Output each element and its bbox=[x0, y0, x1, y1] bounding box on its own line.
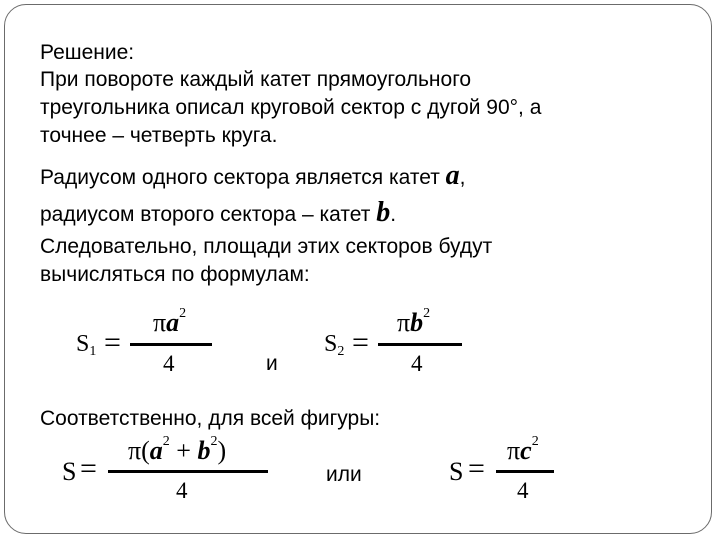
formula-sc-denominator: 4 bbox=[517, 478, 529, 503]
s-var-a: a bbox=[149, 436, 163, 465]
formula-s1-equals: = bbox=[104, 326, 121, 359]
formula-s2-label bbox=[324, 331, 344, 358]
s-a-exponent: 2 bbox=[162, 434, 170, 449]
formula-s2-equals: = bbox=[352, 326, 369, 359]
s1-exponent: 2 bbox=[179, 306, 187, 321]
text-line-8: вычисляться по формулам: bbox=[40, 263, 310, 286]
s2-letter: S bbox=[324, 331, 338, 357]
s1-var-a: a bbox=[166, 308, 180, 337]
s2-pi: π bbox=[397, 308, 411, 337]
s1-subscript: 1 bbox=[89, 344, 97, 359]
formula-s2-fraction-bar bbox=[378, 343, 462, 346]
formula-s-numerator bbox=[128, 436, 226, 466]
formula-s-fraction-bar bbox=[108, 470, 268, 473]
formula-s-equals: = bbox=[80, 452, 97, 485]
var-a: a bbox=[445, 160, 460, 191]
s-pi-open: π( bbox=[128, 436, 150, 465]
formula-s1-numerator bbox=[153, 308, 186, 338]
text-line-6-post: . bbox=[390, 203, 397, 226]
formula-sc-numerator bbox=[507, 436, 539, 466]
solution-heading: Решение: bbox=[40, 41, 135, 64]
formula-s1-label bbox=[76, 331, 96, 358]
sc-var-c: c bbox=[520, 436, 532, 465]
text-line-5 bbox=[40, 160, 466, 191]
formula-sc-equals: = bbox=[468, 452, 485, 485]
text-line-5-post: , bbox=[459, 166, 466, 189]
text-line-5-pre: Радиусом одного сектора является катет bbox=[40, 166, 446, 189]
formula-s-label: S bbox=[62, 457, 77, 486]
text-line-4: точнее – четверть круга. bbox=[40, 124, 278, 147]
conjunction-or: или bbox=[326, 463, 362, 486]
formula-s1-fraction-bar bbox=[130, 343, 212, 346]
sc-pi: π bbox=[507, 436, 521, 465]
formula-sc-fraction-bar bbox=[496, 470, 554, 473]
text-line-6-pre: радиусом второго сектора – катет bbox=[40, 203, 377, 226]
s-plus: + bbox=[169, 436, 198, 465]
text-line-3: треугольника описал круговой сектор с дугой 90°, а bbox=[40, 96, 542, 119]
s2-subscript: 2 bbox=[337, 344, 345, 359]
s-var-b: b bbox=[197, 436, 211, 465]
formula-s2-numerator bbox=[397, 308, 430, 338]
s1-pi: π bbox=[153, 308, 167, 337]
formula-s-denominator: 4 bbox=[176, 478, 188, 503]
var-b: b bbox=[376, 197, 391, 228]
conjunction-and: и bbox=[266, 352, 278, 375]
sc-exponent: 2 bbox=[531, 434, 539, 449]
formula-s2-denominator: 4 bbox=[411, 351, 423, 376]
text-line-6 bbox=[40, 197, 397, 228]
text-line-2: При повороте каждый катет прямоугольного bbox=[40, 68, 472, 91]
s-b-exponent: 2 bbox=[210, 434, 218, 449]
s2-var-b: b bbox=[410, 308, 424, 337]
text-line-7: Следовательно, площади этих секторов будут bbox=[40, 235, 493, 258]
text-line-9: Соответственно, для всей фигуры: bbox=[40, 407, 381, 430]
s-close-paren: ) bbox=[217, 436, 227, 465]
s2-exponent: 2 bbox=[423, 306, 431, 321]
formula-s1-denominator: 4 bbox=[163, 351, 175, 376]
formula-sc-label: S bbox=[449, 457, 464, 486]
s1-letter: S bbox=[76, 331, 90, 357]
